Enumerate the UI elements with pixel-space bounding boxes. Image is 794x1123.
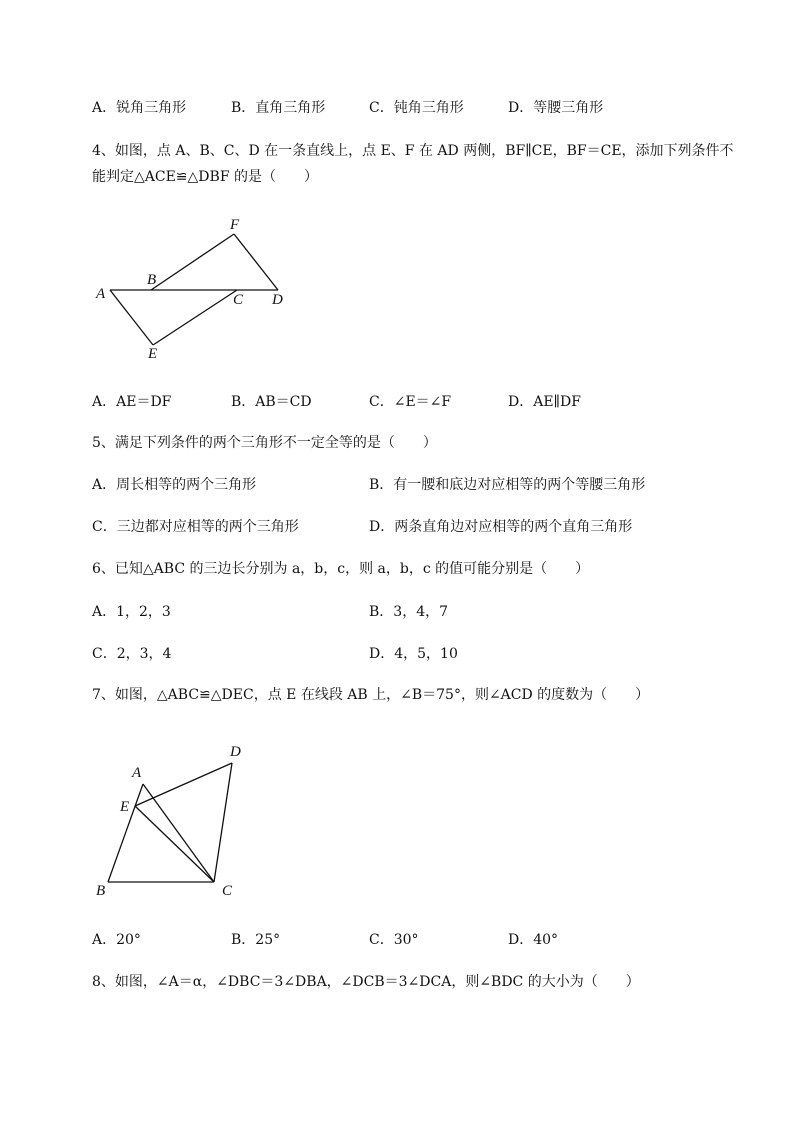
q4-stem-line2: 能判定△ACE≌△DBF 的是（ ） <box>92 169 318 185</box>
q4-stem-line1: 4、如图，点 A、B、C、D 在一条直线上，点 E、F 在 AD 两侧，BF∥CE，BF＝CE，添加下列条件不 <box>92 143 734 159</box>
q5-option-d: D．两条直角边对应相等的两个直角三角形 <box>369 519 633 535</box>
q4-option-d: D．AE∥DF <box>508 394 581 410</box>
q7-figure <box>88 738 258 903</box>
q6-option-c: C．2，3，4 <box>92 646 172 662</box>
q7-segment-ed <box>135 763 232 806</box>
q4-option-b: B．AB＝CD <box>231 394 312 410</box>
q7-segment-ac <box>143 784 214 882</box>
q4-label-d: D <box>272 292 283 308</box>
q4-label-e: E <box>148 346 158 362</box>
q7-option-a: A．20° <box>92 932 141 948</box>
q7-label-d: D <box>230 744 241 760</box>
q5-stem: 5、满足下列条件的两个三角形不一定全等的是（ ） <box>92 435 437 451</box>
q4-option-c: C．∠E＝∠F <box>369 394 452 410</box>
q4-label-c: C <box>233 292 244 308</box>
q4-segment-fd <box>234 234 278 290</box>
q6-option-a: A．1，2，3 <box>92 604 171 620</box>
q5-option-b: B．有一腰和底边对应相等的两个等腰三角形 <box>369 477 646 493</box>
q7-label-b: B <box>96 883 106 899</box>
q4-label-b: B <box>147 272 157 288</box>
q6-option-d: D．4，5，10 <box>369 646 458 662</box>
q8-stem: 8、如图，∠A＝α，∠DBC＝3∠DBA，∠DCB＝3∠DCA，则∠BDC 的大小为（ ） <box>92 974 640 990</box>
q3-option-a: A．锐角三角形 <box>92 100 187 116</box>
q3-option-c: C．钝角三角形 <box>369 100 464 116</box>
q7-stem: 7、如图，△ABC≌△DEC，点 E 在线段 AB 上，∠B＝75°，则∠ACD 的度数为（ ） <box>92 687 650 703</box>
q4-label-a: A <box>96 286 106 302</box>
q3-option-d: D．等腰三角形 <box>508 100 604 116</box>
q7-segment-ec <box>135 806 214 882</box>
q3-option-b: B．直角三角形 <box>231 100 326 116</box>
q4-option-a: A．AE＝DF <box>92 394 172 410</box>
q5-option-c: C．三边都对应相等的两个三角形 <box>92 519 299 535</box>
q4-label-f: F <box>230 217 240 233</box>
q4-segment-bf <box>151 234 234 290</box>
q4-figure <box>88 212 298 367</box>
q4-segment-ec <box>153 290 237 345</box>
q6-option-b: B．3，4，7 <box>369 604 449 620</box>
q7-label-e: E <box>120 799 130 815</box>
q4-segment-ae <box>110 290 153 345</box>
q7-option-b: B．25° <box>231 932 281 948</box>
q7-segment-dc <box>214 763 232 882</box>
q7-option-d: D．40° <box>508 932 559 948</box>
q7-label-a: A <box>132 765 142 781</box>
q7-label-c: C <box>222 883 233 899</box>
q6-stem: 6、已知△ABC 的三边长分别为 a，b，c，则 a，b，c 的值可能分别是（ ） <box>92 561 590 577</box>
q7-option-c: C．30° <box>369 932 419 948</box>
q5-option-a: A．周长相等的两个三角形 <box>92 477 257 493</box>
